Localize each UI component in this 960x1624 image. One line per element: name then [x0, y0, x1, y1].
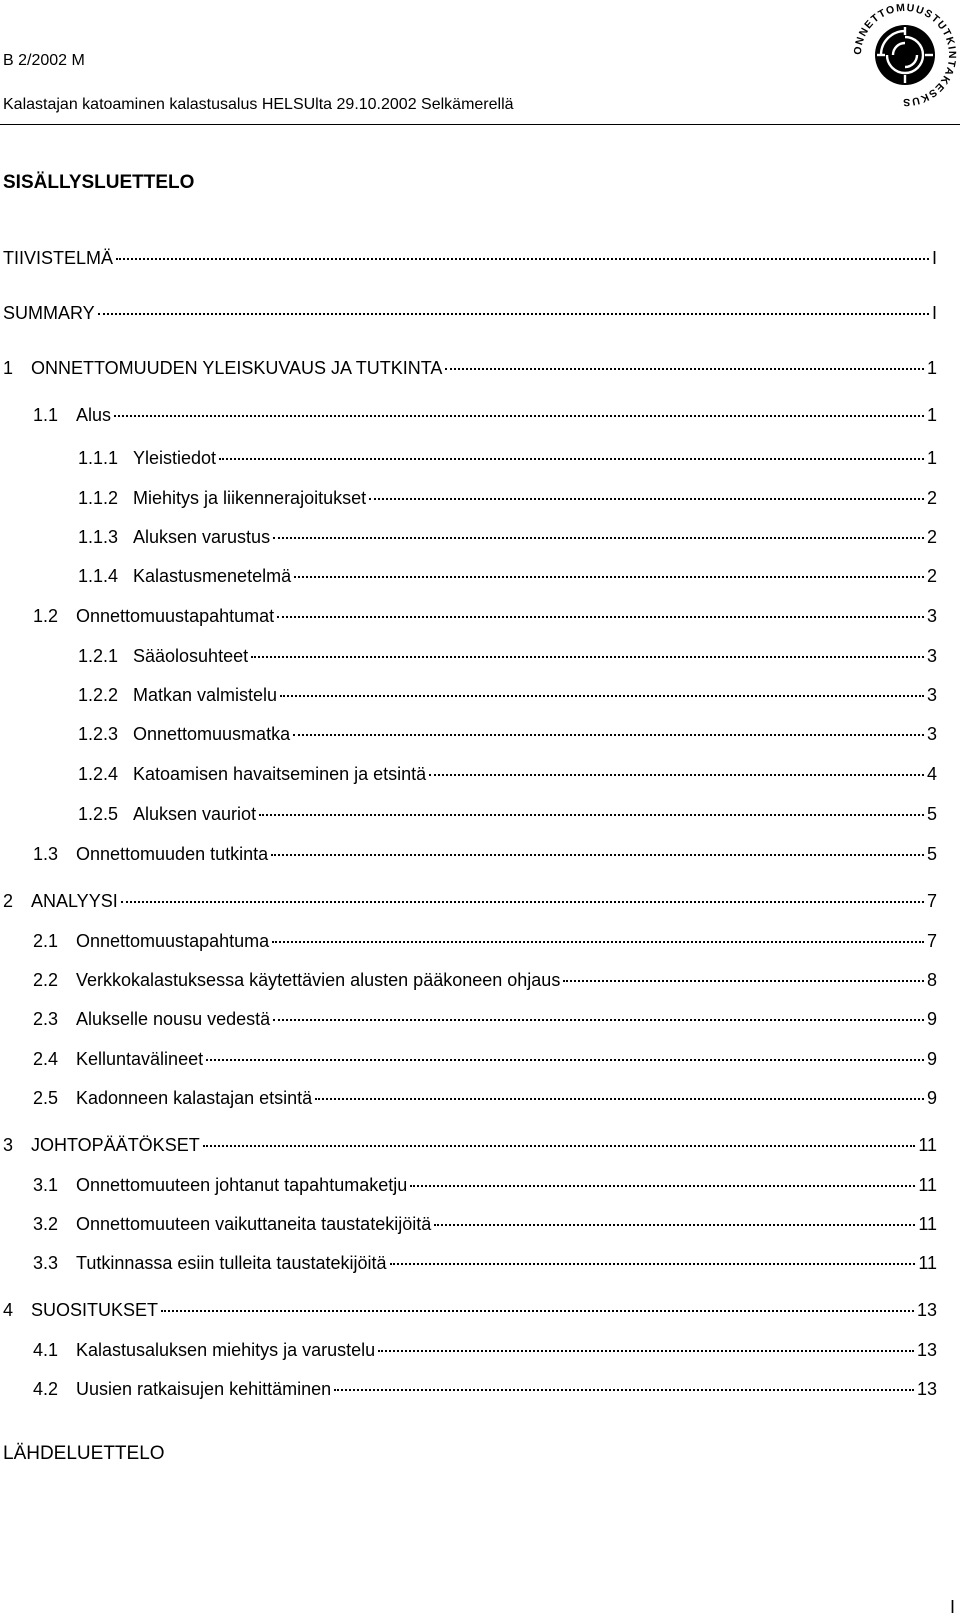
toc-entry-page: 3 [926, 724, 937, 744]
toc-entry-number: 3.3 [33, 1253, 59, 1273]
toc-entry-number: 1.2.2 [78, 685, 119, 705]
toc-entry[interactable] [78, 488, 937, 510]
toc-entry-page: 3 [926, 646, 937, 666]
toc-entry[interactable] [33, 844, 937, 866]
toc-entry[interactable] [78, 685, 937, 707]
toc-entry-label: Onnettomuusmatka [133, 724, 291, 744]
dot-leader [410, 1184, 915, 1187]
dot-leader [273, 1018, 924, 1021]
toc-entry[interactable] [33, 1049, 937, 1071]
dot-leader [429, 773, 924, 776]
dot-leader [271, 853, 924, 856]
toc-entry[interactable] [33, 405, 937, 427]
toc-entry-number: 1.1 [33, 405, 59, 425]
toc-entry[interactable] [33, 1253, 937, 1275]
toc-entry-number: 2.5 [33, 1088, 59, 1108]
toc-entry-page: 13 [916, 1379, 937, 1399]
toc-entry-label: Uusien ratkaisujen kehittäminen [76, 1379, 332, 1399]
dot-leader [203, 1144, 916, 1147]
toc-entry-page: 9 [926, 1049, 937, 1069]
dot-leader [259, 813, 924, 816]
dot-leader [219, 457, 924, 460]
toc-entry-page: 3 [926, 606, 937, 626]
toc-entry-page: 7 [926, 931, 937, 951]
toc-entry-page: 2 [926, 488, 937, 508]
toc-entry-number: 2.3 [33, 1009, 59, 1029]
toc-entry-label: Tutkinnassa esiin tulleita taustatekijöitä [76, 1253, 387, 1273]
toc-entry[interactable] [3, 303, 937, 325]
toc-entry-page: 1 [926, 448, 937, 468]
toc-entry-label: Verkkokalastuksessa käytettävien alusten pääkoneen ohjaus [76, 970, 561, 990]
toc-entry-label: Kelluntavälineet [76, 1049, 204, 1069]
toc-entry-label: Aluksen varustus [133, 527, 271, 547]
toc-entry-page: 1 [926, 405, 937, 425]
toc-entry-number: 1 [3, 358, 14, 378]
toc-entry-label: SUMMARY [3, 303, 95, 323]
toc-entry-label: Katoamisen havaitseminen ja etsintä [133, 764, 427, 784]
toc-entry[interactable] [33, 1379, 937, 1401]
dot-leader [273, 536, 924, 539]
toc-entry-number: 1.2.1 [78, 646, 119, 666]
toc-entry-number: 4 [3, 1300, 14, 1320]
toc-title: SISÄLLYSLUETTELO [3, 172, 195, 193]
dot-leader [434, 1223, 915, 1226]
toc-entry-page: 5 [926, 804, 937, 824]
dot-leader [369, 497, 924, 500]
toc-entry-page: 13 [916, 1300, 937, 1320]
toc-entry-number: 1.1.1 [78, 448, 119, 468]
toc-entry-label: Miehitys ja liikennerajoitukset [133, 488, 367, 508]
toc-entry[interactable] [78, 448, 937, 470]
toc-entry-label: Sääolosuhteet [133, 646, 249, 666]
toc-entry-label: JOHTOPÄÄTÖKSET [31, 1135, 200, 1155]
toc-entry[interactable] [3, 248, 937, 270]
dot-leader [378, 1349, 914, 1352]
toc-entry[interactable] [78, 804, 937, 826]
toc-entry[interactable] [78, 566, 937, 588]
toc-entry[interactable] [78, 646, 937, 668]
toc-entry[interactable] [33, 1214, 937, 1236]
dot-leader [121, 900, 924, 903]
toc-entry-label: Onnettomuuden tutkinta [76, 844, 269, 864]
toc-entry[interactable] [78, 764, 937, 786]
toc-entry-number: 4.2 [33, 1379, 59, 1399]
toc-entry-page: 8 [926, 970, 937, 990]
toc-entry-page: 7 [926, 891, 937, 911]
toc-entry-number: 3.1 [33, 1175, 59, 1195]
references-heading: LÄHDELUETTELO [3, 1443, 165, 1464]
dot-leader [390, 1262, 916, 1265]
toc-entry-label: Kalastusmenetelmä [133, 566, 292, 586]
toc-entry-number: 3.2 [33, 1214, 59, 1234]
dot-leader [161, 1309, 914, 1312]
toc-entry-label: SUOSITUKSET [31, 1300, 159, 1320]
document-id: B 2/2002 M [3, 52, 85, 69]
toc-entry-label: Onnettomuuteen vaikuttaneita taustatekijöitä [76, 1214, 432, 1234]
toc-entry-label: Alukselle nousu vedestä [76, 1009, 271, 1029]
toc-entry-page: I [931, 303, 937, 323]
toc-entry-label: Yleistiedot [133, 448, 217, 468]
toc-entry-page: 4 [926, 764, 937, 784]
header-divider [0, 124, 960, 125]
svg-text:ONNETTOMUUSTUTKINTAKESKUS: ONNETTOMUUSTUTKINTAKESKUS [852, 2, 958, 108]
dot-leader [445, 367, 924, 370]
dot-leader [277, 615, 924, 618]
toc-entry-page: 9 [926, 1009, 937, 1029]
toc-entry-number: 1.1.2 [78, 488, 119, 508]
toc-entry-page: 11 [918, 1214, 937, 1234]
toc-entry-page: 5 [926, 844, 937, 864]
page-number: I [950, 1597, 956, 1617]
dot-leader [334, 1388, 914, 1391]
toc-entry[interactable] [3, 891, 937, 913]
toc-entry-label: Matkan valmistelu [133, 685, 278, 705]
accident-investigation-board-logo [852, 2, 958, 108]
toc-entry-number: 1.2.3 [78, 724, 119, 744]
toc-entry-label: Onnettomuustapahtumat [76, 606, 275, 626]
toc-entry-number: 2.4 [33, 1049, 59, 1069]
dot-leader [116, 257, 929, 260]
toc-entry-page: 13 [916, 1340, 937, 1360]
toc-entry-label: Aluksen vauriot [133, 804, 257, 824]
toc-entry-page: I [931, 248, 937, 268]
dot-leader [98, 312, 929, 315]
toc-entry-number: 2 [3, 891, 14, 911]
toc-entry[interactable] [78, 527, 937, 549]
dot-leader [206, 1058, 924, 1061]
dot-leader [293, 733, 924, 736]
toc-entry-number: 1.3 [33, 844, 59, 864]
toc-entry-number: 1.2.5 [78, 804, 119, 824]
toc-entry[interactable] [3, 358, 937, 380]
toc-entry-page: 11 [918, 1253, 937, 1273]
toc-entry-label: Alus [76, 405, 112, 425]
toc-entry-number: 1.2 [33, 606, 59, 626]
toc-entry-page: 2 [926, 527, 937, 547]
toc-entry-page: 1 [926, 358, 937, 378]
toc-entry[interactable] [3, 1300, 937, 1322]
toc-entry-label: Onnettomuuteen johtanut tapahtumaketju [76, 1175, 408, 1195]
toc-entry-page: 11 [918, 1135, 937, 1155]
toc-entry-number: 1.1.4 [78, 566, 119, 586]
toc-entry-page: 2 [926, 566, 937, 586]
dot-leader [315, 1097, 924, 1100]
dot-leader [251, 655, 924, 658]
dot-leader [563, 979, 924, 982]
toc-entry-page: 9 [926, 1088, 937, 1108]
toc-entry[interactable] [33, 1009, 937, 1031]
document-subtitle: Kalastajan katoaminen kalastusalus HELSUlta 29.10.2002 Selkämerellä [3, 96, 514, 113]
toc-entry-number: 1.2.4 [78, 764, 119, 784]
toc-entry-number: 2.1 [33, 931, 59, 951]
toc-entry-label: ONNETTOMUUDEN YLEISKUVAUS JA TUTKINTA [31, 358, 443, 378]
toc-entry[interactable] [33, 1175, 937, 1197]
toc-entry[interactable] [78, 724, 937, 746]
dot-leader [294, 575, 924, 578]
toc-entry-number: 2.2 [33, 970, 59, 990]
toc-entry-label: TIIVISTELMÄ [3, 248, 114, 268]
dot-leader [272, 940, 924, 943]
toc-entry[interactable] [33, 970, 937, 992]
toc-entry-number: 4.1 [33, 1340, 59, 1360]
toc-entry[interactable] [33, 1340, 937, 1362]
toc-entry-page: 11 [918, 1175, 937, 1195]
toc-entry-label: ANALYYSI [31, 891, 118, 911]
toc-entry[interactable] [33, 931, 937, 953]
toc-entry[interactable] [33, 606, 937, 628]
dot-leader [114, 414, 924, 417]
toc-entry[interactable] [33, 1088, 937, 1110]
toc-entry[interactable] [3, 1135, 937, 1157]
dot-leader [280, 694, 924, 697]
toc-entry-label: Kadonneen kalastajan etsintä [76, 1088, 313, 1108]
toc-entry-label: Onnettomuustapahtuma [76, 931, 270, 951]
toc-entry-page: 3 [926, 685, 937, 705]
toc-entry-number: 1.1.3 [78, 527, 119, 547]
toc-entry-label: Kalastusaluksen miehitys ja varustelu [76, 1340, 376, 1360]
toc-entry-number: 3 [3, 1135, 14, 1155]
